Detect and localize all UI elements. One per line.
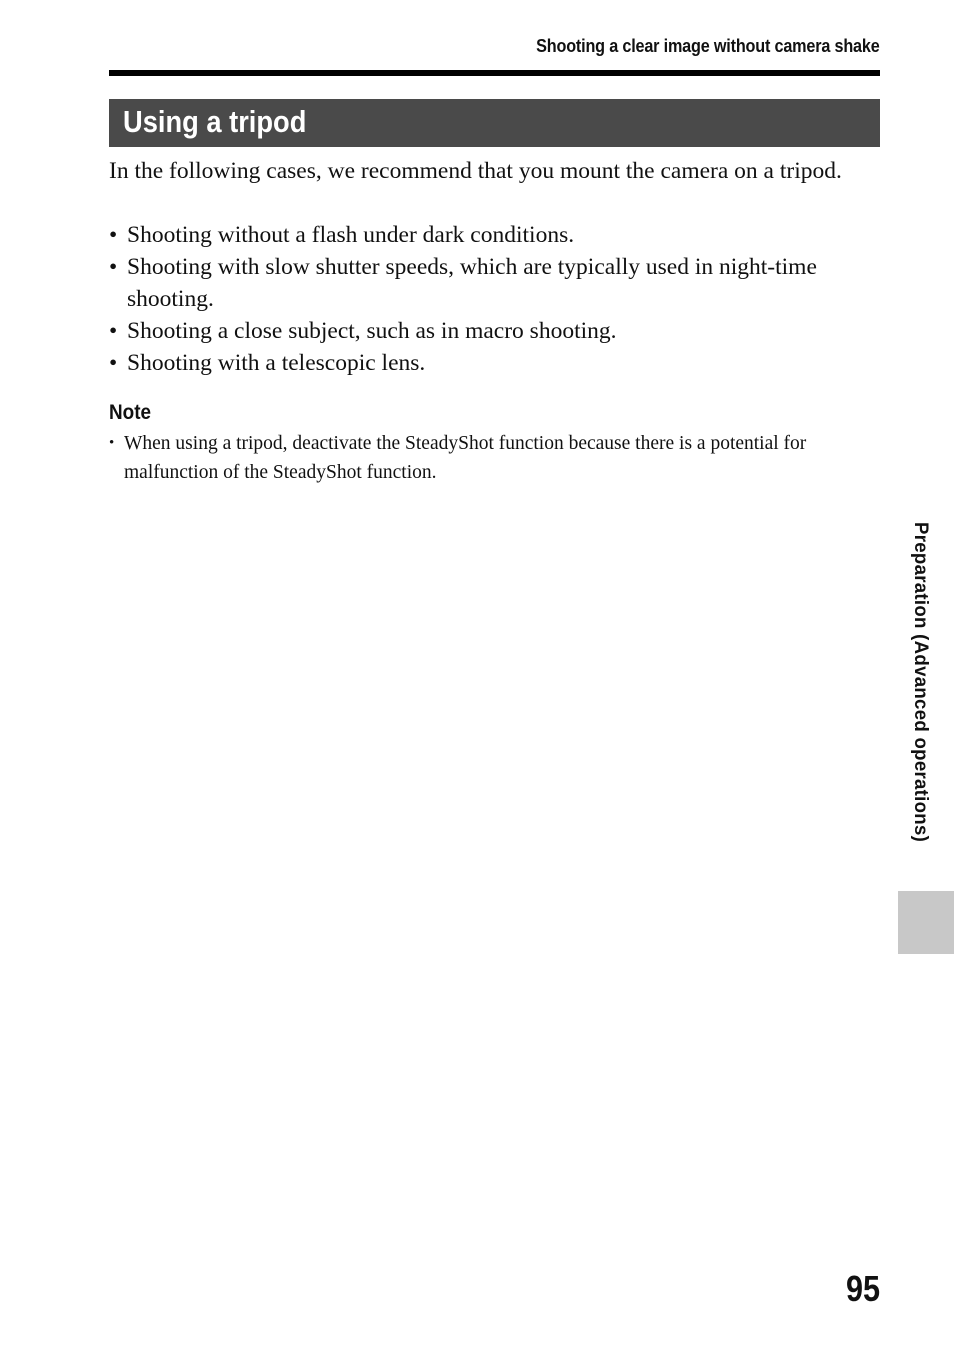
section-title: Using a tripod (123, 104, 307, 139)
section-title-bar (109, 99, 880, 147)
bullet-icon: • (109, 318, 118, 344)
list-item (109, 219, 880, 251)
list-item (109, 315, 880, 347)
bullet-icon: • (109, 254, 118, 280)
side-tab-label: Preparation (Advanced operations) (910, 522, 931, 843)
list-item (109, 251, 880, 315)
list-item-text: Shooting with slow shutter speeds, which are typically used in night-time shooting. (127, 254, 817, 312)
header-rule (109, 70, 880, 76)
bullet-list (109, 219, 880, 379)
bullet-icon: • (109, 222, 118, 248)
list-item (109, 347, 880, 379)
intro-paragraph: In the following cases, we recommend that you mount the camera on a tripod. (109, 158, 842, 184)
note-item-text: When using a tripod, deactivate the SteadyShot function because there is a potential for malfunction of the SteadyShot function. (124, 433, 807, 483)
running-header: Shooting a clear image without camera shake (536, 36, 880, 56)
note-list (109, 429, 880, 487)
list-item-text: Shooting a close subject, such as in macro shooting. (127, 318, 617, 344)
note-heading: Note (109, 401, 152, 424)
list-item-text: Shooting with a telescopic lens. (127, 350, 426, 376)
bullet-icon: • (109, 350, 118, 376)
side-tab-marker (898, 891, 954, 954)
bullet-icon: • (109, 435, 115, 451)
note-item (109, 429, 880, 487)
page-number: 95 (845, 1268, 880, 1309)
list-item-text: Shooting without a flash under dark conditions. (127, 222, 575, 248)
